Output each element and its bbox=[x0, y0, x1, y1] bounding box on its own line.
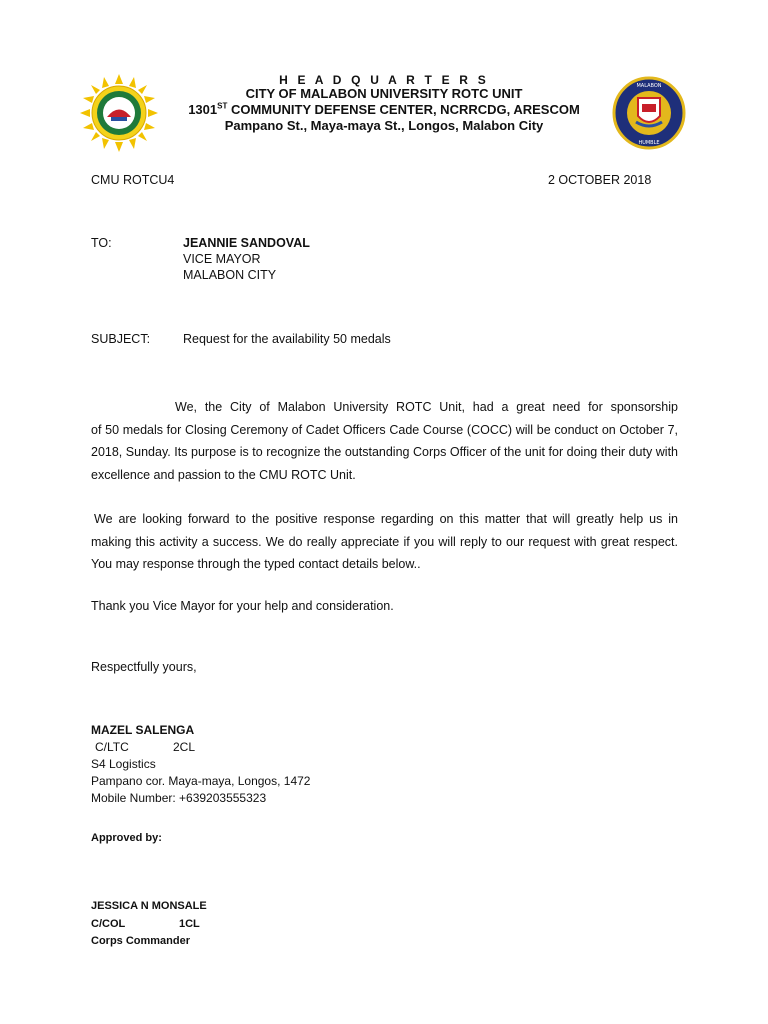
closing-salutation: Respectfully yours, bbox=[91, 660, 197, 674]
approver-class: 1CL bbox=[179, 917, 200, 930]
sender-address: Pampano cor. Maya-maya, Longos, 1472 bbox=[91, 774, 311, 788]
recipient-location: MALABON CITY bbox=[183, 268, 277, 282]
header-line3-prefix: 1301 bbox=[188, 102, 218, 117]
approval-block bbox=[91, 898, 207, 951]
recipient-title: VICE MAYOR bbox=[183, 252, 261, 266]
header-headquarters: H E A D Q U A R T E R S bbox=[279, 73, 489, 87]
approved-by-label: Approved by: bbox=[91, 832, 162, 844]
sender-mobile: Mobile Number: +639203555323 bbox=[91, 791, 267, 805]
body-paragraph-2: We are looking forward to the positive response regarding on this matter that will greatly help us in making this activity a success. We do really appreciate if you will reply to our request with great respect. You may response through the typed contact details below.. bbox=[91, 512, 678, 571]
header-line3-suffix: COMMUNITY DEFENSE CENTER, NCRRCDG, ARESCOM bbox=[227, 102, 580, 117]
svg-text:MALABON: MALABON bbox=[636, 83, 662, 89]
approver-rank: C/COL bbox=[91, 917, 126, 930]
reference-code: CMU ROTCU4 bbox=[91, 173, 175, 187]
sender-rank-line bbox=[91, 739, 310, 756]
subject-text: Request for the availability 50 medals bbox=[183, 332, 391, 346]
header-address: Pampano St., Maya-maya St., Longos, Malabon City bbox=[224, 118, 544, 133]
sender-rank: C/LTC bbox=[95, 740, 129, 754]
header-defense-center bbox=[0, 102, 768, 117]
body-paragraph-1-rest: of 50 medals for Closing Ceremony of Cadet Officers Cade Course (COCC) will be conduct on October 7, 2018, Sunday. Its purpose is to recognize the outstanding Corps Officer of the unit for doing their duty with excellence and passion to the CMU ROTC Unit. bbox=[91, 422, 678, 482]
header-line3-sup: ST bbox=[217, 101, 228, 111]
to-label: TO: bbox=[91, 236, 112, 250]
sender-name: MAZEL SALENGA bbox=[91, 723, 195, 737]
approver-name: JESSICA N MONSALE bbox=[91, 900, 207, 912]
sender-class: 2CL bbox=[173, 740, 196, 754]
body-paragraph-3: Thank you Vice Mayor for your help and consideration. bbox=[91, 599, 394, 613]
svg-text:HUMBLE: HUMBLE bbox=[638, 140, 660, 146]
header-unit-name: CITY OF MALABON UNIVERSITY ROTC UNIT bbox=[245, 86, 523, 101]
body-paragraph-1 bbox=[91, 396, 678, 486]
approver-position: Corps Commander bbox=[91, 935, 191, 947]
letter-date: 2 OCTOBER 2018 bbox=[548, 173, 652, 187]
subject-label: SUBJECT: bbox=[91, 332, 151, 346]
sender-position: S4 Logistics bbox=[91, 757, 156, 771]
sender-block bbox=[91, 722, 310, 807]
body-paragraph-1-first-line: We, the City of Malabon University ROTC Unit, had a great need for sponsorship bbox=[175, 400, 678, 414]
recipient-name: JEANNIE SANDOVAL bbox=[183, 236, 310, 250]
approver-rank-line bbox=[91, 916, 207, 934]
